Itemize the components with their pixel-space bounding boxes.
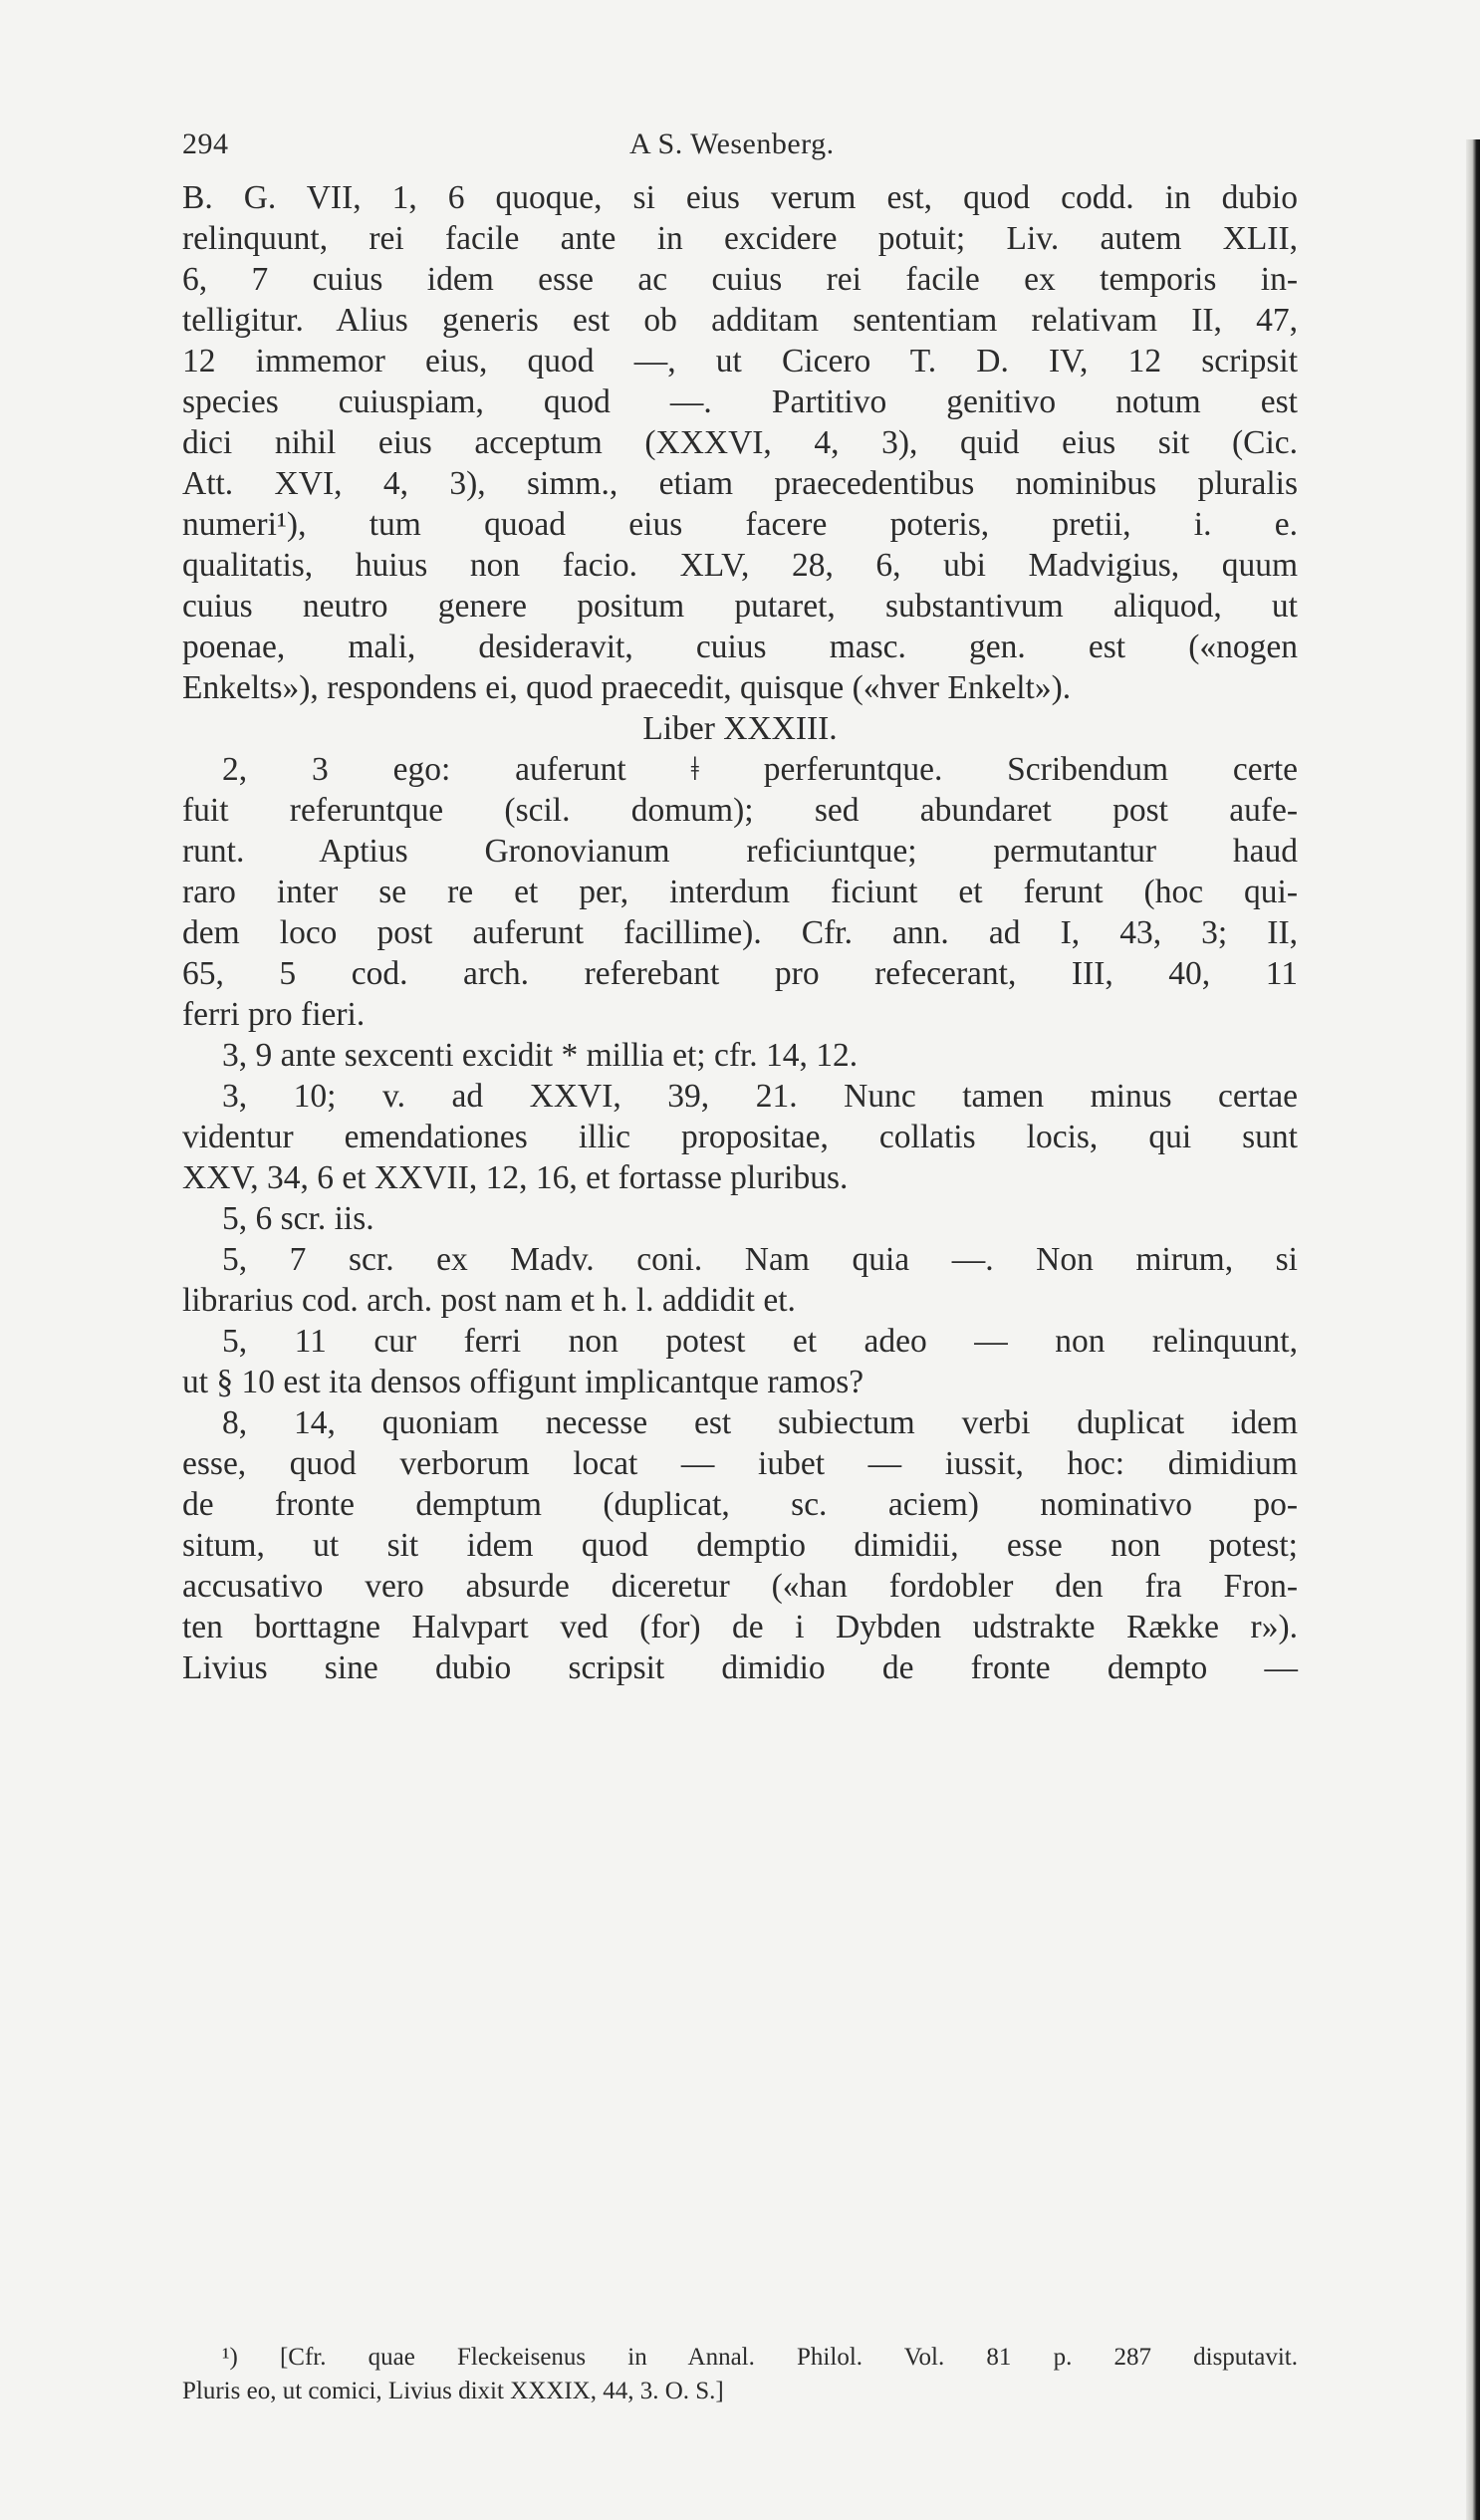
text-line: 65, 5 cod. arch. referebant pro refecerant, III, 40, 11 [182,955,1298,992]
text-line: poenae, mali, desideravit, cuius masc. gen. est («nogen [182,629,1298,665]
text-line: 5, 11 cur ferri non potest et adeo — non relinquunt, [222,1323,1298,1360]
footnote-line: ¹) [Cfr. quae Fleckeisenus in Annal. Philol. Vol. 81 p. 287 disputavit. [222,2344,1298,2371]
text-line: species cuiuspiam, quod —. Partitivo genitivo notum est [182,383,1298,420]
text-line: Att. XVI, 4, 3), simm., etiam praecedentibus nominibus pluralis [182,465,1298,502]
text-line: ut § 10 est ita densos offigunt implicantque ramos? [182,1364,864,1400]
text-line: 3, 10; v. ad XXVI, 39, 21. Nunc tamen minus certae [222,1078,1298,1115]
text-line: cuius neutro genere positum putaret, substantivum aliquod, ut [182,588,1298,625]
text-line: B. G. VII, 1, 6 quoque, si eius verum est, quod codd. in dubio [182,179,1298,216]
text-line: ten borttagne Halvpart ved (for) de i Dybden udstrakte Række r»). [182,1609,1298,1645]
text-line: situm, ut sit idem quod demptio dimidii, esse non potest; [182,1527,1298,1564]
page-edge-shadow [1466,139,1480,2520]
text-line: 5, 6 scr. iis. [222,1200,374,1237]
text-line: raro inter se re et per, interdum ficiunt et ferunt (hoc qui- [182,874,1298,910]
text-line: esse, quod verborum locat — iubet — iussit, hoc: dimidium [182,1445,1298,1482]
text-line: relinquunt, rei facile ante in excidere potuit; Liv. autem XLII, [182,220,1298,257]
text-line: Livius sine dubio scripsit dimidio de fronte dempto — [182,1649,1298,1686]
text-line: accusativo vero absurde diceretur («han fordobler den fra Fron- [182,1568,1298,1605]
text-line: dici nihil eius acceptum (XXXVI, 4, 3), quid eius sit (Cic. [182,424,1298,461]
footnotes [182,2341,1298,2408]
text-line: fuit referuntque (scil. domum); sed abundaret post aufe- [182,792,1298,829]
text-line: Enkelts»), respondens ei, quod praecedit, quisque («hver Enkelt»). [182,669,1072,706]
text-line: qualitatis, huius non facio. XLV, 28, 6, ubi Madvigius, quum [182,547,1298,584]
text-line: XXV, 34, 6 et XXVII, 12, 16, et fortasse pluribus. [182,1159,849,1196]
body-text [182,177,1298,1688]
text-line: videntur emendationes illic propositae, collatis locis, qui sunt [182,1119,1298,1155]
text-line: de fronte demptum (duplicat, sc. aciem) nominativo po- [182,1486,1298,1523]
text-line: runt. Aptius Gronovianum reficiuntque; permutantur haud [182,833,1298,870]
text-line: 5, 7 scr. ex Madv. coni. Nam quia —. Non mirum, si [222,1241,1298,1278]
text-line: 12 immemor eius, quod —, ut Cicero T. D. IV, 12 scripsit [182,343,1298,379]
text-line: 6, 7 cuius idem esse ac cuius rei facile ex temporis in- [182,261,1298,298]
page-number: 294 [182,127,229,160]
text-line: telligitur. Alius generis est ob additam sententiam relativam II, 47, [182,302,1298,339]
page-header [182,127,1298,171]
text-line: numeri¹), tum quoad eius facere poteris, pretii, i. e. [182,506,1298,543]
running-head: A S. Wesenberg. [629,127,835,160]
text-line: librarius cod. arch. post nam et h. l. addidit et. [182,1282,796,1319]
text-line: 2, 3 ego: auferunt ǂ perferuntque. Scribendum certe [222,751,1298,788]
text-line: 8, 14, quoniam necesse est subiectum verbi duplicat idem [222,1404,1298,1441]
text-line: Liber XXXIII. [642,710,838,747]
text-line: ferri pro fieri. [182,996,366,1033]
text-line: dem loco post auferunt facillime). Cfr. ann. ad I, 43, 3; II, [182,914,1298,951]
text-line: 3, 9 ante sexcenti excidit * millia et; cfr. 14, 12. [222,1037,859,1074]
footnote-line: Pluris eo, ut comici, Livius dixit XXXIX, 44, 3. O. S.] [182,2378,724,2404]
